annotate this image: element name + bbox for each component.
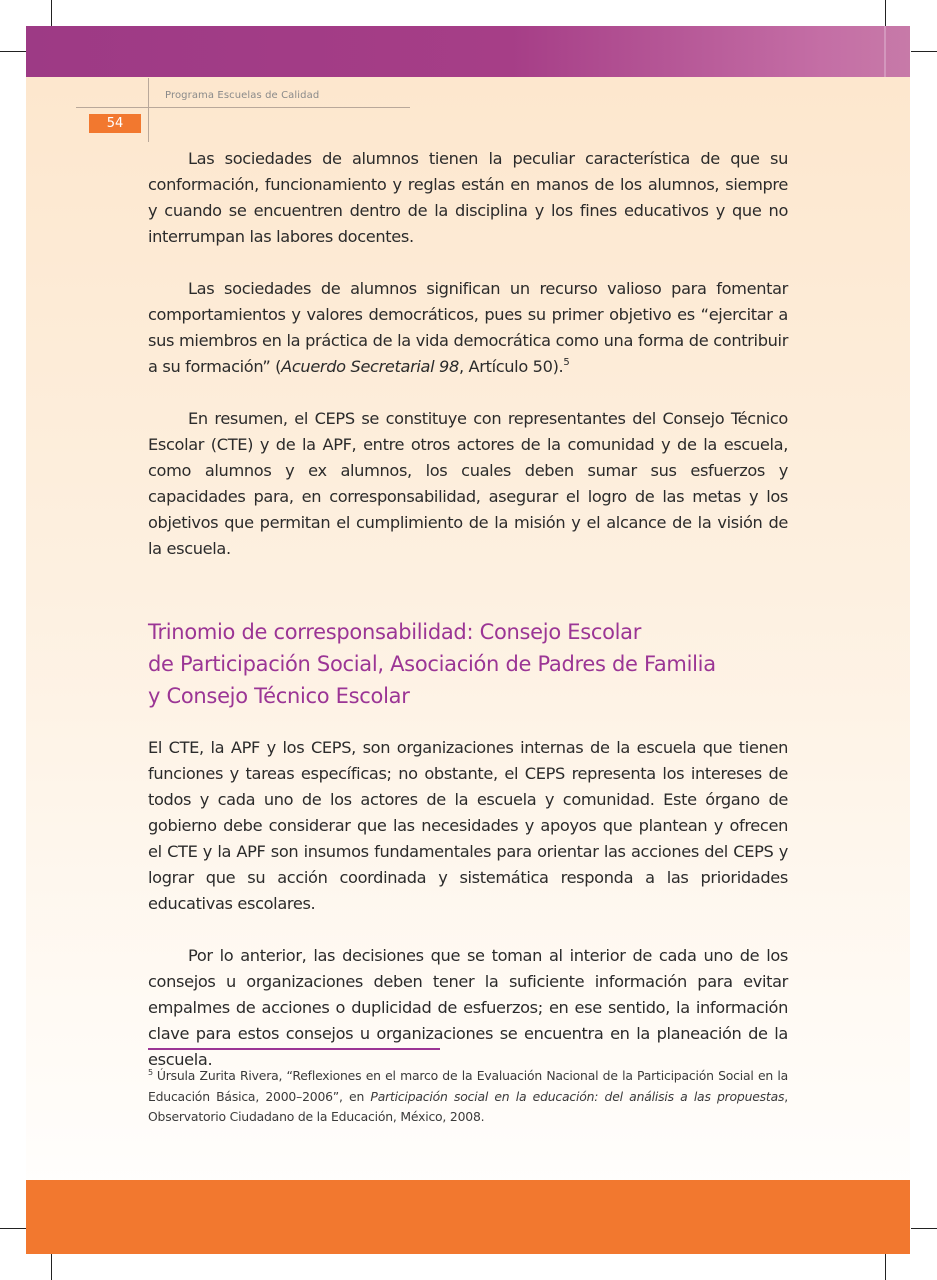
body-paragraph: El CTE, la APF y los CEPS, son organizaciones internas de la escuela que tienen funciones y tareas específicas; no obstante, el CEPS representa los intereses de todos y cada uno de los actores de la escuela y comunidad. Este órgano de gobierno debe considerar que las necesidades y apoyos que plantean y ofrecen el CTE y la APF son insumos fundamentales para orientar las acciones del CEPS y lograr que su acción coordinada y sistemática responda a las prioridades educativas escolares. (148, 738, 788, 913)
running-head: Programa Escuelas de Calidad (165, 90, 320, 101)
section-title-line: Trinomio de corresponsabilidad: Consejo Escolar (148, 620, 642, 644)
body-paragraph: Las sociedades de alumnos tienen la peculiar característica de que su conformación, funcionamiento y reglas están en manos de los alumnos, siempre y cuando se encuentren dentro de la disciplina y los fines educativos y que no interrumpan las labores docentes. (148, 149, 788, 246)
top-color-band (26, 26, 910, 77)
footnote-italic-title: Participación social en la educación: del análisis a las propuestas (370, 1088, 785, 1104)
footnote-text: Úrsula Zurita Rivera, “Reflexiones en el marco de la Evaluación Nacional de la Participación Social en la Educación Básica, 2000–2006”, en (148, 1068, 788, 1104)
crop-mark (0, 1228, 26, 1229)
body-paragraph: Por lo anterior, las decisiones que se toman al interior de cada uno de los consejos u organizaciones deben tener la suficiente información para evitar empalmes de acciones o duplicidad de esfuerzos; en ese sentido, la información clave para estos consejos u organizaciones se encuentra en la planeación de la escuela. (148, 946, 788, 1069)
crop-mark (885, 0, 886, 26)
bottom-color-band (26, 1180, 910, 1254)
crop-mark (911, 51, 937, 52)
section-title-line: y Consejo Técnico Escolar (148, 684, 410, 708)
footnote-number: 5 (148, 1068, 153, 1077)
footnote-rule (148, 1048, 440, 1050)
body-paragraph: En resumen, el CEPS se constituye con representantes del Consejo Técnico Escolar (CTE) y de la APF, entre otros actores de la comunidad y de la escuela, como alumnos y ex alumnos, los cuales deben sumar sus esfuerzos y capacidades para, en corresponsabilidad, asegurar el logro de las metas y los objetivos que permitan el cumplimiento de la misión y el alcance de la visión de la escuela. (148, 409, 788, 558)
citation-italic: Acuerdo Secretarial 98 (281, 357, 459, 376)
section-title (148, 616, 788, 712)
paragraph-text: Las sociedades de alumnos significan un recurso valioso para fomentar comportamientos y valores democráticos, pues su primer objetivo es “ejercitar a sus miembros en la práctica de la vida democrática como una forma de contribuir a su formación” ( (148, 279, 788, 376)
header-rule (76, 107, 410, 108)
footnote-reference[interactable]: 5 (563, 357, 570, 368)
page-number-badge: 54 (89, 114, 141, 133)
footnote (148, 1066, 788, 1128)
footnote-text: , Observatorio Ciudadano de la Educación, México, 2008. (148, 1088, 788, 1124)
section-title-line: de Participación Social, Asociación de Padres de Familia (148, 652, 716, 676)
body-paragraph (148, 276, 788, 380)
header-vertical-rule (148, 78, 149, 142)
crop-mark (911, 1228, 937, 1229)
main-content (148, 146, 788, 1073)
crop-mark (0, 51, 26, 52)
crop-mark (51, 0, 52, 26)
crop-mark (51, 1254, 52, 1280)
crop-mark (885, 1254, 886, 1280)
band-notch (884, 26, 886, 77)
paragraph-text: , Artículo 50). (458, 357, 564, 376)
